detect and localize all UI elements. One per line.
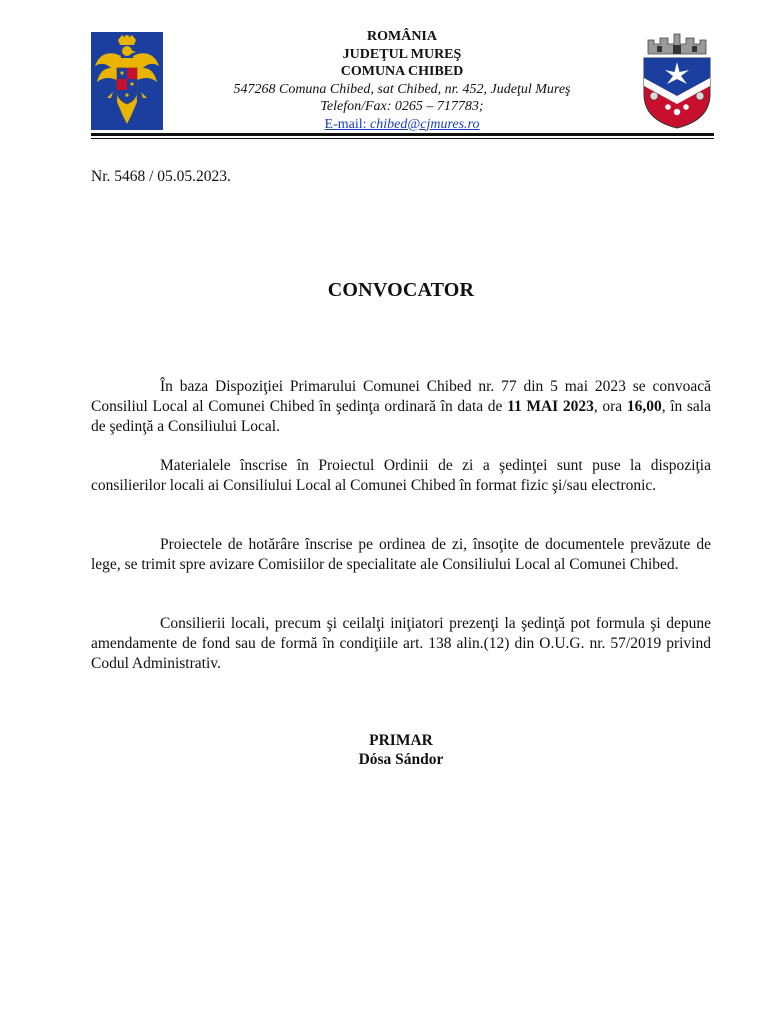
paragraph-projects: Proiectele de hotărâre înscrise pe ordinea de zi, însoţite de documentele prevăzute de lege, se trimit spre avizare Comisiilor de specialitate ale Consiliului Local al Comunei Chibed.: [91, 536, 711, 573]
commune-name: COMUNA CHIBED: [340, 64, 464, 79]
registration-number: Nr. 5468 / 05.05.2023.: [91, 168, 231, 185]
chibed-coat-of-arms-icon: [640, 30, 714, 130]
paragraph-amendments: Consilierii locali, precum şi ceilalţi iniţiatori prezenţi la şedinţă pot formula şi depune amendamente de fond sau de formă în condiţiile art. 138 alin.(12) din O.U.G. nr. 57/2019 privind Codul Administrativ.: [91, 615, 711, 672]
meeting-time: 16,00: [626, 398, 662, 415]
email-link[interactable]: chibed@cjmures.ro: [370, 116, 480, 132]
address: 547268 Comuna Chibed, sat Chibed, nr. 452, Judeţul Mureş: [233, 81, 571, 97]
letterhead: [0, 0, 770, 140]
paragraph-materials: Materialele înscrise în Proiectul Ordinii de zi a şedinţei sunt puse la dispoziţia consilierilor locali ai Consiliului Local al Comunei Chibed în format fizic şi/sau electronic.: [91, 457, 711, 494]
header-rule-thick: [91, 133, 714, 136]
signature-block: [0, 731, 770, 769]
document-title: CONVOCATOR: [327, 279, 475, 301]
county-name: JUDEŢUL MUREŞ: [342, 46, 462, 62]
p1-text-a: În baza Dispoziţiei Primarului Comunei Chibed nr. 77 din 5 mai 2023 se convoacă Consiliul Local al Comunei Chibed în şedinţa ordinară în data de: [91, 378, 711, 415]
email-label: E-mail:: [324, 116, 371, 132]
phone: Telefon/Fax: 0265 – 717783;: [320, 99, 484, 114]
signatory-name: Dósa Sándor: [358, 751, 444, 768]
romania-coat-of-arms-icon: [91, 32, 163, 130]
letterhead-text: [170, 28, 634, 133]
signatory-role: PRIMAR: [369, 732, 433, 749]
p1-text-c: , în sala de şedinţă a Consiliului Local.: [91, 398, 711, 435]
paragraph-convocation: [91, 377, 711, 437]
country-name: ROMÂNIA: [367, 29, 437, 44]
email-line: [170, 116, 634, 134]
header-rule-thin: [91, 138, 714, 139]
p1-text-b: , ora: [593, 398, 627, 415]
meeting-date: 11 MAI 2023: [507, 398, 594, 415]
